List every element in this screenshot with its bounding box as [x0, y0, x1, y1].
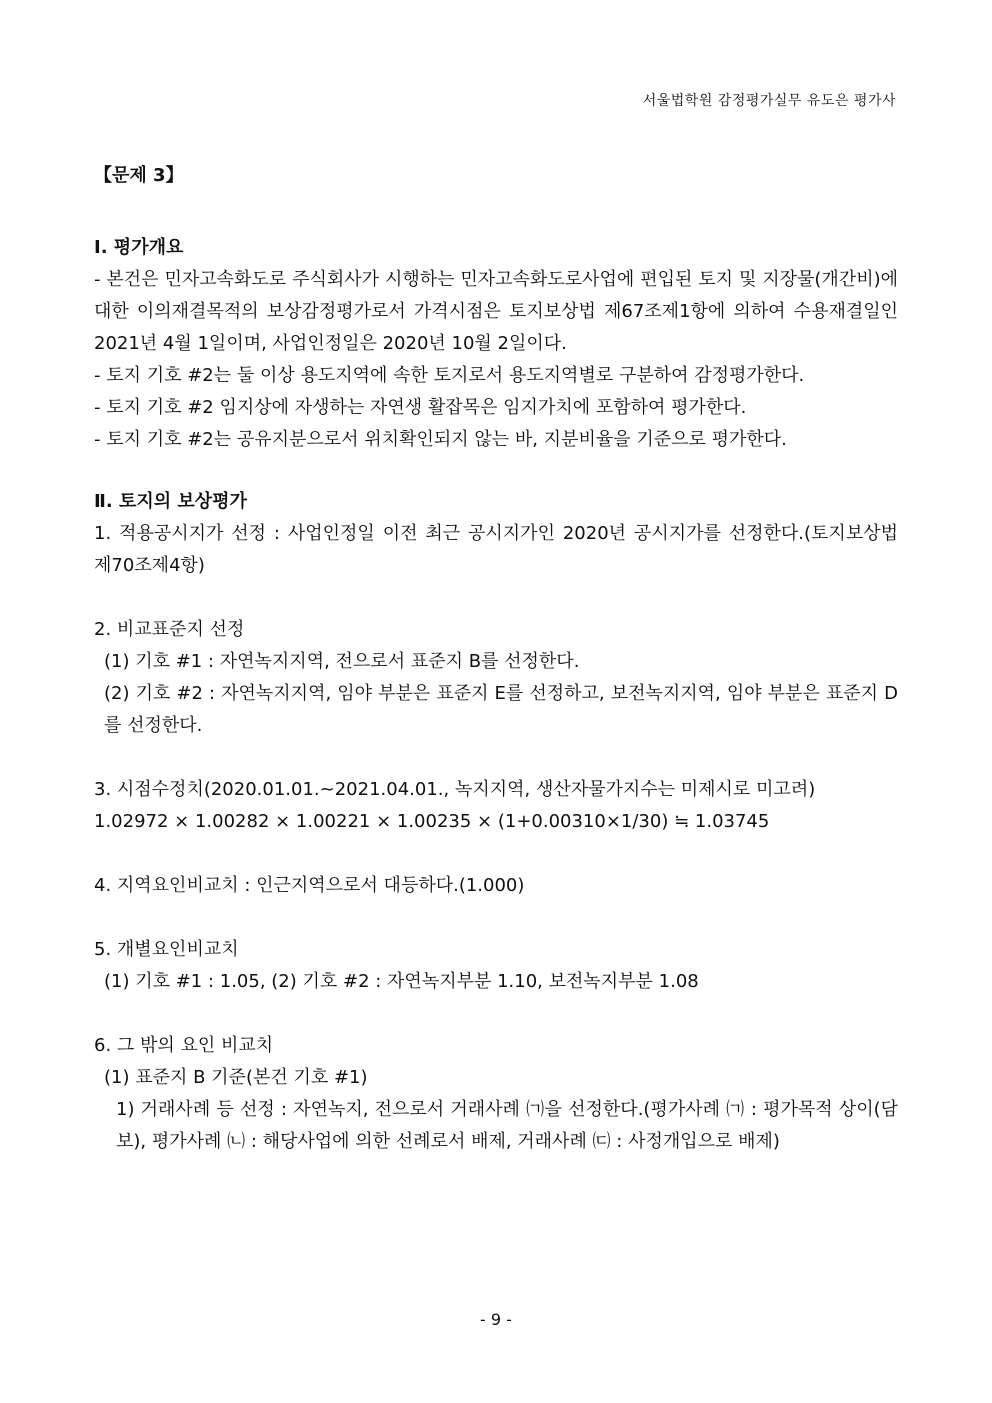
section1-heading: Ⅰ. 평가개요: [94, 237, 184, 258]
item6-sub1-1: 1) 거래사례 등 선정 : 자연녹지, 전으로서 거래사례 ㈀을 선정한다.(평가사례 ㈀ : 평가목적 상이(담보), 평가사례 ㈁ : 해당사업에 의한 선례로서 배제, 거래사례 ㈂ : 사정개입으로 배제): [116, 1099, 898, 1152]
section2-heading: Ⅱ. 토지의 보상평가: [94, 491, 247, 512]
item5-title: 5. 개별요인비교치: [94, 939, 239, 960]
section1-paragraph-4: - 토지 기호 #2는 공유지분으로서 위치확인되지 않는 바, 지분비율을 기준으로 평가한다.: [94, 429, 787, 450]
problem-title: 【문제 3】: [94, 165, 184, 186]
page-number: - 9 -: [480, 1310, 512, 1329]
section1-paragraph-1: - 본건은 민자고속화도로 주식회사가 시행하는 민자고속화도로사업에 편입된 토지 및 지장물(개간비)에 대한 이의재결목적의 보상감정평가로서 가격시점은 토지보상법 제67조제1항에 의하여 수용재결일인 2021년 4월 1일이며, 사업인정일은 2020년 10월 2일이다.: [94, 269, 898, 354]
item2-sub2: (2) 기호 #2 : 자연녹지지역, 임야 부분은 표준지 E를 선정하고, 보전녹지지역, 임야 부분은 표준지 D를 선정한다.: [104, 683, 898, 736]
section1-paragraph-2: - 토지 기호 #2는 둘 이상 용도지역에 속한 토지로서 용도지역별로 구분하여 감정평가한다.: [94, 365, 805, 386]
item3-title: 3. 시점수정치(2020.01.01.~2021.04.01., 녹지지역, 생산자물가지수는 미제시로 미고려): [94, 779, 816, 800]
item4-regional-factor: 4. 지역요인비교치 : 인근지역으로서 대등하다.(1.000): [94, 875, 525, 896]
item5-sub1: (1) 기호 #1 : 1.05, (2) 기호 #2 : 자연녹지부분 1.10, 보전녹지부분 1.08: [104, 971, 699, 992]
item2-title: 2. 비교표준지 선정: [94, 619, 245, 640]
page-header: 서울법학원 감정평가실무 유도은 평가사: [642, 93, 896, 109]
section1-paragraph-3: - 토지 기호 #2 임지상에 자생하는 자연생 활잡목은 임지가치에 포함하여 평가한다.: [94, 397, 747, 418]
item6-sub1: (1) 표준지 B 기준(본건 기호 #1): [104, 1067, 368, 1088]
item1-reference-price: 1. 적용공시지가 선정 : 사업인정일 이전 최근 공시지가인 2020년 공시지가를 선정한다.(토지보상법 제70조제4항): [94, 523, 898, 576]
document-body: [94, 160, 898, 1158]
item2-sub1: (1) 기호 #1 : 자연녹지지역, 전으로서 표준지 B를 선정한다.: [104, 651, 580, 672]
item3-formula: 1.02972 × 1.00282 × 1.00221 × 1.00235 × (1+0.00310×1/30) ≒ 1.03745: [94, 811, 770, 832]
item6-title: 6. 그 밖의 요인 비교치: [94, 1035, 274, 1056]
